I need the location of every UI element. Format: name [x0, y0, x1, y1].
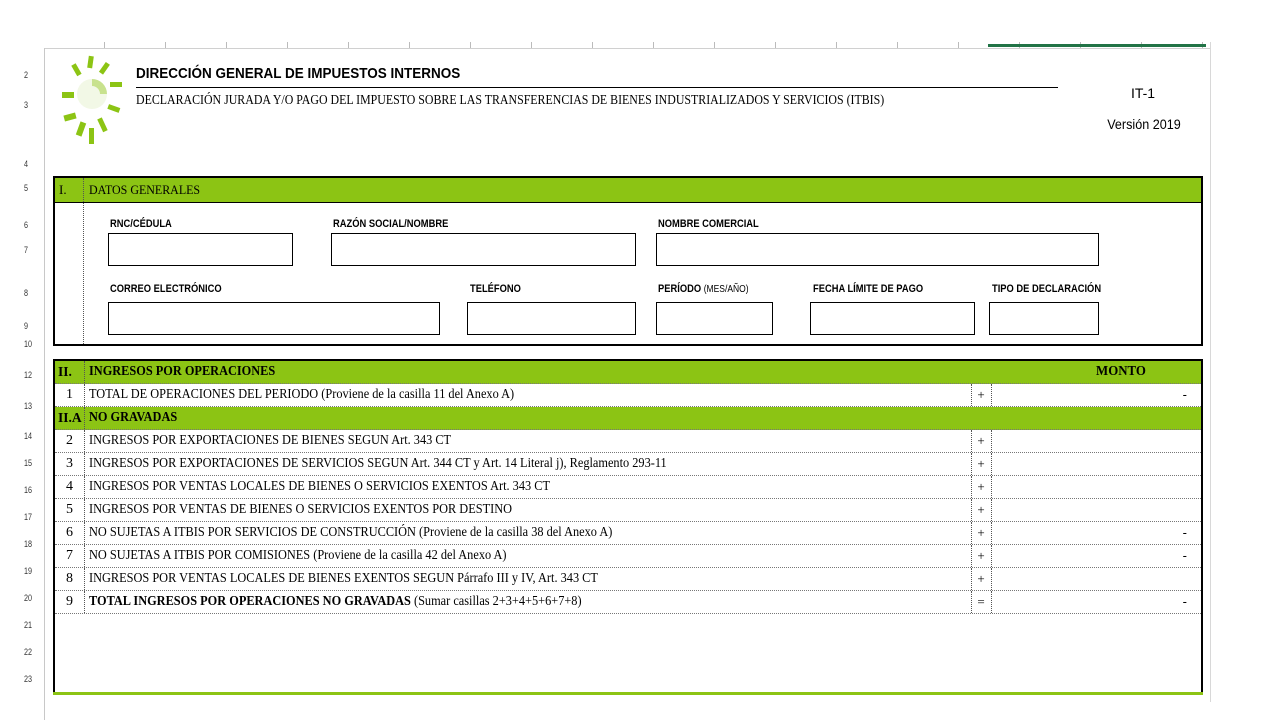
section-divider [83, 178, 84, 344]
row-description: INGRESOS POR VENTAS DE BIENES O SERVICIOS EXENTOS POR DESTINO [89, 502, 512, 517]
correo-label: CORREO ELECTRÓNICO [110, 283, 222, 295]
periodo-label [658, 283, 749, 295]
cell-divider [84, 568, 85, 590]
cell-divider [971, 453, 972, 475]
row-description: NO SUJETAS A ITBIS POR SERVICIOS DE CONSTRUCCIÓN (Proviene de la casilla 38 del Anexo A) [89, 525, 613, 540]
razon-social-field[interactable] [331, 233, 636, 266]
cell-divider [991, 384, 992, 406]
row-description: NO SUJETAS A ITBIS POR COMISIONES (Proviene de la casilla 42 del Anexo A) [89, 548, 507, 563]
row-box-number: 7 [66, 548, 73, 563]
correo-field[interactable] [108, 302, 440, 335]
row-sign: + [977, 571, 985, 586]
telefono-field[interactable] [467, 302, 636, 335]
page-title: DIRECCIÓN GENERAL DE IMPUESTOS INTERNOS [136, 65, 461, 82]
total-description-note: (Sumar casillas 2+3+4+5+6+7+8) [410, 594, 582, 609]
section-header-row [55, 361, 1201, 384]
section-title: DATOS GENERALES [89, 182, 201, 197]
row-number[interactable]: 8 [24, 288, 29, 298]
cell-divider [84, 499, 85, 521]
cell-divider [84, 545, 85, 567]
section-header-bar [55, 178, 1201, 203]
subsection-header-row [55, 407, 1201, 430]
cell-divider [971, 430, 972, 452]
row-number[interactable]: 2 [24, 70, 29, 80]
nombre-comercial-field[interactable] [656, 233, 1099, 266]
cell-divider [84, 522, 85, 544]
table-row [55, 476, 1201, 499]
periodo-label-text: PERÍODO [658, 283, 702, 295]
tipo-declaracion-label: TIPO DE DECLARACIÓN [992, 283, 1102, 295]
cell-divider [971, 384, 972, 406]
cell-divider [991, 476, 992, 498]
row-number[interactable]: 19 [24, 566, 33, 576]
table-row [55, 522, 1201, 545]
section-number: I. [59, 182, 67, 197]
row-description: INGRESOS POR VENTAS LOCALES DE BIENES O SERVICIOS EXENTOS Art. 343 CT [89, 479, 550, 494]
cell-divider [84, 591, 85, 613]
form-code: IT-1 [1130, 85, 1156, 101]
cell-divider [971, 499, 972, 521]
fecha-limite-label: FECHA LÍMITE DE PAGO [813, 283, 924, 295]
row-number[interactable]: 7 [24, 245, 29, 255]
title-underline [136, 87, 1058, 88]
section-number: II. [58, 364, 72, 379]
subsection-number: II.A [58, 410, 82, 425]
selected-column-indicator [988, 44, 1206, 47]
cell-divider [991, 453, 992, 475]
cell-divider [971, 476, 972, 498]
row-number[interactable]: 20 [24, 593, 33, 603]
row-number[interactable]: 14 [24, 431, 33, 441]
row-number[interactable]: 3 [24, 100, 29, 110]
amount-cell[interactable]: - [1182, 387, 1187, 402]
row-description: INGRESOS POR EXPORTACIONES DE BIENES SEGUN Art. 343 CT [89, 433, 452, 448]
row-number[interactable]: 15 [24, 458, 33, 468]
row-box-number: 4 [66, 479, 73, 494]
table-row [55, 545, 1201, 568]
amount-cell[interactable]: - [1182, 525, 1187, 540]
row-box-number: 1 [66, 387, 73, 402]
row-number[interactable]: 22 [24, 647, 33, 657]
cell-divider [84, 453, 85, 475]
row-box-number: 5 [66, 502, 73, 517]
grid-edge [1210, 42, 1211, 702]
cell-divider [991, 568, 992, 590]
next-section-bar [53, 692, 1203, 695]
table-row [55, 453, 1201, 476]
row-box-number: 6 [66, 525, 73, 540]
telefono-label: TELÉFONO [470, 283, 521, 295]
row-sign: = [977, 594, 985, 609]
nombre-comercial-label: NOMBRE COMERCIAL [658, 218, 759, 230]
table-row [55, 430, 1201, 453]
table-row [55, 499, 1201, 522]
cell-divider [84, 407, 85, 429]
cell-divider [971, 522, 972, 544]
cell-divider [84, 384, 85, 406]
row-box-number: 2 [66, 433, 73, 448]
periodo-field[interactable] [656, 302, 773, 335]
cell-divider [971, 568, 972, 590]
row-number[interactable]: 6 [24, 220, 29, 230]
cell-divider [971, 545, 972, 567]
tipo-declaracion-field[interactable] [989, 302, 1099, 335]
row-description: TOTAL DE OPERACIONES DEL PERIODO (Proviene de la casilla 11 del Anexo A) [89, 387, 515, 402]
row-description: INGRESOS POR EXPORTACIONES DE SERVICIOS SEGUN Art. 344 CT y Art. 14 Literal j), Reglamento 293-11 [89, 456, 667, 471]
row-number[interactable]: 23 [24, 674, 33, 684]
section-ingresos [53, 359, 1203, 692]
cell-divider [991, 522, 992, 544]
row-number[interactable]: 5 [24, 183, 29, 193]
cell-divider [84, 476, 85, 498]
cell-divider [991, 591, 992, 613]
row-sign: + [977, 479, 985, 494]
row-description [89, 594, 582, 610]
cell-divider [991, 545, 992, 567]
razon-social-label: RAZÓN SOCIAL/NOMBRE [333, 218, 449, 230]
row-sign: + [977, 502, 985, 517]
row-sign: + [977, 433, 985, 448]
rnc-field[interactable] [108, 233, 293, 266]
total-description-bold: TOTAL INGRESOS POR OPERACIONES NO GRAVADAS [89, 594, 411, 609]
amount-cell[interactable]: - [1182, 548, 1187, 563]
periodo-label-suffix: (MES/AÑO) [703, 284, 749, 295]
row-box-number: 3 [66, 456, 73, 471]
row-number[interactable]: 18 [24, 539, 33, 549]
section-datos-generales [53, 176, 1203, 346]
amount-column-header: MONTO [1096, 364, 1146, 379]
section-title: INGRESOS POR OPERACIONES [89, 364, 276, 379]
row-number[interactable]: 12 [24, 370, 33, 380]
row-number[interactable]: 9 [24, 321, 29, 331]
amount-cell[interactable]: - [1182, 594, 1187, 609]
cell-divider [84, 430, 85, 452]
row-sign: + [977, 387, 985, 402]
subsection-title: NO GRAVADAS [89, 410, 178, 425]
row-description: INGRESOS POR VENTAS LOCALES DE BIENES EXENTOS SEGUN Párrafo III y IV, Art. 343 CT [89, 571, 598, 586]
row-number[interactable]: 4 [24, 159, 29, 169]
row-sign: + [977, 525, 985, 540]
dgii-sun-logo-icon [60, 54, 124, 158]
table-row [55, 568, 1201, 591]
row-box-number: 8 [66, 571, 73, 586]
fecha-limite-field[interactable] [810, 302, 975, 335]
row-box-number: 9 [66, 594, 73, 609]
cell-divider [971, 591, 972, 613]
total-row [55, 591, 1201, 614]
page-subtitle: DECLARACIÓN JURADA Y/O PAGO DEL IMPUESTO SOBRE LAS TRANSFERENCIAS DE BIENES INDUSTRIALIZADOS Y SERVICIOS (ITBIS) [136, 92, 885, 107]
row-sign: + [977, 456, 985, 471]
cell-divider [84, 361, 85, 383]
row-number[interactable]: 17 [24, 512, 33, 522]
row-number[interactable]: 10 [24, 339, 33, 349]
cell-divider [991, 430, 992, 452]
row-header-column [0, 48, 45, 720]
row-number[interactable]: 16 [24, 485, 33, 495]
row-sign: + [977, 548, 985, 563]
form-version: Versión 2019 [1107, 116, 1181, 132]
row-number[interactable]: 13 [24, 401, 33, 411]
row-number[interactable]: 21 [24, 620, 33, 630]
rnc-label: RNC/CÉDULA [110, 218, 172, 230]
cell-divider [991, 499, 992, 521]
table-row [55, 384, 1201, 407]
